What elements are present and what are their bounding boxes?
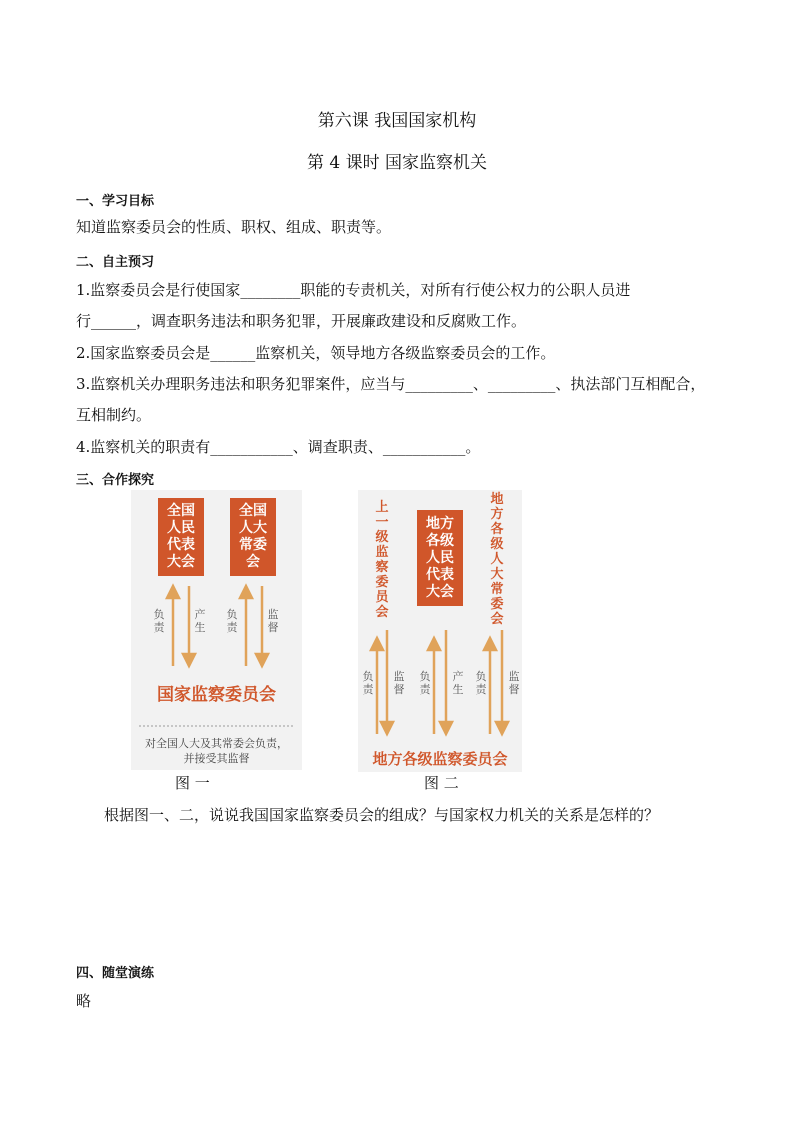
npc-box: 全国人民代表大会 [158, 498, 204, 576]
section-heading-practice: 四、随堂演练 [76, 966, 155, 981]
f2-label-responsible-2: 负责 [419, 670, 431, 696]
figure-1-note-line1: 对全国人大及其常委会负责， [145, 737, 288, 750]
f2-arrow-head-up-1 [371, 638, 383, 650]
section-heading-objectives: 一、学习目标 [76, 194, 155, 209]
figure-1-note-line2: 并接受其监督 [183, 752, 250, 765]
local-peoples-congress-box: 地方各级人民代表大会 [417, 510, 463, 606]
arrow-head-up-2 [240, 586, 252, 598]
arrow-head-down-2 [256, 654, 268, 666]
figure-2 [358, 490, 522, 772]
arrow-head-up-1 [167, 586, 179, 598]
arrow-head-down-1 [183, 654, 195, 666]
f2-arrow-head-up-2 [428, 638, 440, 650]
label-responsible-2: 负责 [226, 608, 238, 634]
label-produce-1: 产生 [194, 608, 206, 634]
page-subtitle: 第 4 课时 国家监察机关 [306, 153, 488, 173]
f2-label-supervise-3: 监督 [508, 670, 520, 696]
figure-2-caption: 图 二 [424, 774, 459, 792]
figure-1-caption: 图 一 [175, 774, 210, 792]
page-title: 第六课 我国国家机构 [317, 111, 477, 131]
national-supervisory-commission: 国家监察委员会 [157, 685, 276, 705]
preview-question-1-line1: 1.监察委员会是行使国家________职能的专责机关，对所有行使公权力的公职人员进 [76, 281, 631, 299]
f2-arrow-head-down-2 [440, 722, 452, 734]
practice-text: 略 [76, 992, 92, 1010]
figure-2-arrows [358, 490, 522, 772]
f2-arrow-head-down-3 [496, 722, 508, 734]
figure-1 [131, 490, 302, 770]
preview-question-3-line2: 互相制约。 [76, 406, 152, 424]
upper-level-supervisory-commission: 上一级监察委员会 [375, 500, 389, 620]
label-supervise-2: 监督 [267, 608, 279, 634]
section-heading-preview: 二、自主预习 [76, 255, 155, 270]
local-supervisory-commissions: 地方各级监察委员会 [372, 750, 508, 768]
explore-question: 根据图一、二，说说我国国家监察委员会的组成？与国家权力机关的关系是怎样的？ [104, 806, 660, 824]
f2-label-supervise-1: 监督 [393, 670, 405, 696]
f2-arrow-head-down-1 [381, 722, 393, 734]
objectives-text: 知道监察委员会的性质、职权、组成、职责等。 [76, 218, 392, 236]
npc-standing-committee-box: 全国人大常委会 [230, 498, 276, 576]
preview-question-4: 4.监察机关的职责有___________、调查职责、___________。 [76, 438, 481, 456]
preview-question-2: 2.国家监察委员会是______监察机关，领导地方各级监察委员会的工作。 [76, 344, 556, 362]
f2-arrow-head-up-3 [484, 638, 496, 650]
preview-question-1-line2: 行______，调查职务违法和职务犯罪，开展廉政建设和反腐败工作。 [76, 312, 527, 330]
label-responsible-1: 负责 [153, 608, 165, 634]
f2-label-produce-2: 产生 [452, 670, 464, 696]
f2-label-responsible-3: 负责 [475, 670, 487, 696]
f2-label-responsible-1: 负责 [362, 670, 374, 696]
preview-question-3-line1: 3.监察机关办理职务违法和职务犯罪案件，应当与_________、_________、执法部门互相配合， [76, 375, 706, 393]
local-standing-committee: 地方各级人大常委会 [490, 492, 504, 627]
section-heading-explore: 三、合作探究 [76, 473, 155, 488]
